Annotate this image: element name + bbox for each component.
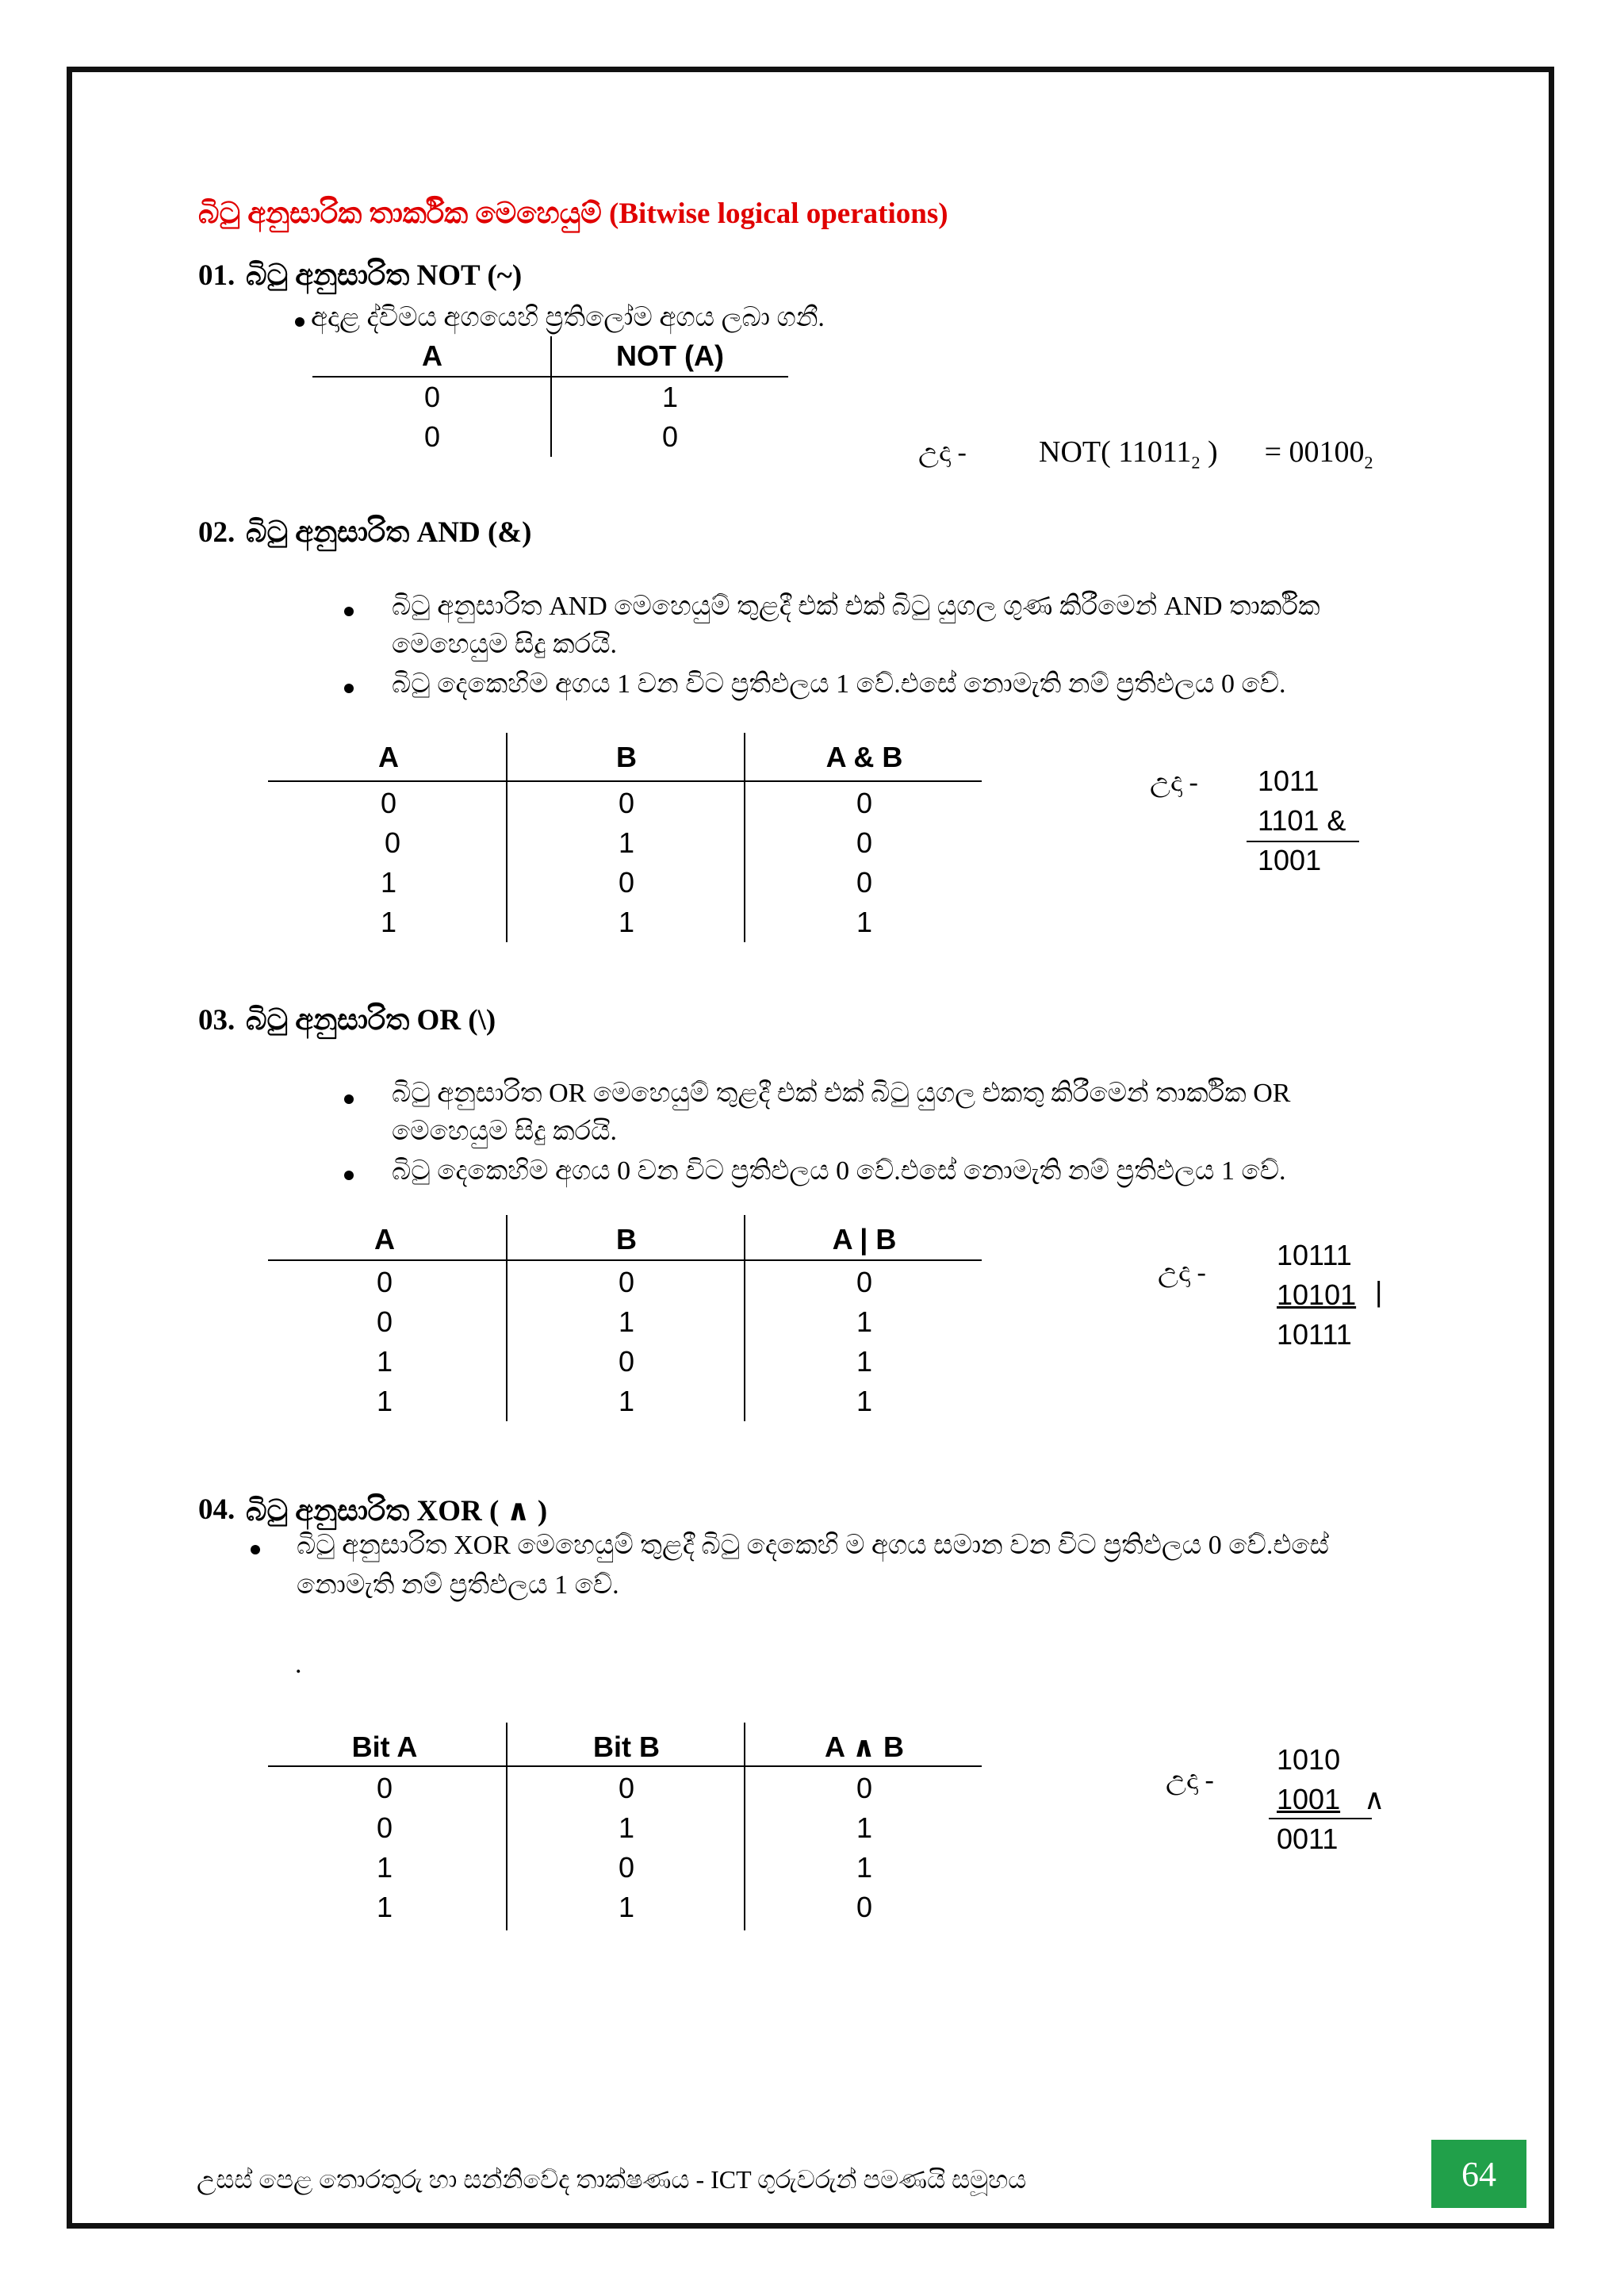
or-table-cell: 0 <box>856 1266 873 1298</box>
or-example-line-2: 10101 <box>1277 1278 1357 1311</box>
section-2-heading: බිටු අනුසාරිත AND (&) <box>246 516 532 549</box>
or-table-header: A | B <box>832 1223 897 1255</box>
xor-table-cell: 1 <box>618 1811 635 1844</box>
xor-example-line-1: 1010 <box>1277 1743 1341 1776</box>
section-1-bullet-1: අදාළ ද්විමය අගයෙහි ප්‍රතිලෝම අගය ලබා ගනී. <box>311 303 825 332</box>
xor-table-cell: 0 <box>856 1772 873 1804</box>
xor-example-operator: ∧ <box>1364 1783 1385 1815</box>
bullet-icon <box>344 1171 354 1180</box>
or-table-cell: 1 <box>618 1385 635 1417</box>
or-example-operator: | <box>1375 1275 1383 1308</box>
stray-dot: . <box>295 1650 302 1679</box>
section-3-bullet-1: බිටු අනුසාරිත OR මෙහෙයුම් තුළදී එක් එක් බිටු යුගල එකතු කිරීමෙන් තාර්කික OR <box>392 1079 1291 1108</box>
example-label: උදා - <box>1158 1258 1206 1287</box>
and-table-cell: 1 <box>380 906 397 938</box>
and-table-cell: 1 <box>856 906 873 938</box>
not-table-divider <box>550 336 552 457</box>
and-table-cell: 0 <box>856 826 873 859</box>
or-table-header: A <box>374 1223 395 1255</box>
section-2-bullet-2: බිටු දෙකෙහිම අගය 1 වන විට ප්‍රතිඵලය 1 වේ.එසේ නොමැති නම් ප්‍රතිඵලය 0 වේ. <box>392 669 1286 699</box>
or-table-cell: 0 <box>376 1266 393 1298</box>
or-table-cell: 0 <box>618 1266 635 1298</box>
example-label: උදා - <box>1150 768 1198 797</box>
and-table-header: B <box>616 741 637 773</box>
section-3-bullet-2: බිටු දෙකෙහිම අගය 0 වන විට ප්‍රතිඵලය 0 වේ.එසේ නොමැති නම් ප්‍රතිඵලය 1 වේ. <box>392 1156 1286 1186</box>
not-table-header-nota: NOT (A) <box>616 339 724 372</box>
and-table-cell: 0 <box>618 787 635 819</box>
and-table-cell: 0 <box>856 866 873 899</box>
xor-table-cell: 1 <box>376 1851 393 1884</box>
section-1-heading: බිටු අනුසාරිත NOT (~) <box>246 259 523 292</box>
section-2-number: 02. <box>198 516 236 549</box>
bullet-icon <box>295 317 304 327</box>
and-example-rule <box>1247 841 1359 842</box>
xor-table-cell: 0 <box>618 1851 635 1884</box>
and-table-cell: 0 <box>856 787 873 819</box>
not-table-cell: 1 <box>661 381 679 413</box>
or-table-cell: 0 <box>376 1305 393 1338</box>
xor-table-cell: 1 <box>376 1891 393 1923</box>
not-table-cell: 0 <box>661 420 679 453</box>
section-3-heading: බිටු අනුසාරිත OR (\) <box>246 1004 496 1037</box>
xor-example-result: 0011 <box>1277 1823 1339 1855</box>
and-table-cell: 0 <box>380 787 397 819</box>
and-table-header: A <box>378 741 399 773</box>
section-4-bullet-1: බිටු අනුසාරිත XOR මෙහෙයුම් තුළදී බිටු දෙකෙහි ම අගය සමාන වන විට ප්‍රතිඵලය 0 වේ.එසේ <box>297 1531 1329 1560</box>
and-table-cell: 0 <box>618 866 635 899</box>
xor-table-cell: 1 <box>856 1811 873 1844</box>
or-table-cell: 1 <box>376 1385 393 1417</box>
xor-table-header: Bit B <box>593 1731 660 1763</box>
xor-example-line-2: 1001 <box>1277 1783 1341 1815</box>
page-title: බිටු අනුසාරික තාර්කික මෙහෙයුම් (Bitwise logical operations) <box>198 197 948 230</box>
bullet-icon <box>251 1545 260 1554</box>
xor-table-cell: 0 <box>856 1891 873 1923</box>
and-example-result: 1001 <box>1258 844 1322 876</box>
xor-table-cell: 0 <box>376 1772 393 1804</box>
or-table-cell: 1 <box>856 1305 873 1338</box>
xor-table-cell: 1 <box>618 1891 635 1923</box>
section-1-number: 01. <box>198 259 236 292</box>
bullet-icon <box>344 684 354 693</box>
and-example-line-1: 1011 <box>1258 765 1320 797</box>
or-table-cell: 1 <box>618 1305 635 1338</box>
section-2-bullet-1: බිටු අනුසාරිත AND මෙහෙයුම් තුළදී එක් එක් බිටු යුගල ගුණ කිරීමෙන් AND තාර්කික <box>392 592 1320 621</box>
or-table-rule <box>268 1259 982 1261</box>
bullet-icon <box>344 607 354 616</box>
page-number: 64 <box>1431 2140 1526 2208</box>
and-table-cell: 1 <box>618 826 635 859</box>
section-4-heading: බිටු අනුසාරිත XOR ( ∧ ) <box>246 1495 548 1527</box>
xor-table-cell: 1 <box>856 1851 873 1884</box>
or-table-cell: 0 <box>618 1345 635 1378</box>
not-table-cell: 0 <box>423 420 441 453</box>
page-footer: උසස් පෙළ තොරතුරු හා සන්නිවේද තාක්ෂණය - ICT ගුරුවරුන් පමණයි සමූහය <box>197 2165 1027 2194</box>
section-2-bullet-1-cont: මෙහෙයුම සිදු කරයි. <box>392 630 618 659</box>
or-table-cell: 1 <box>376 1345 393 1378</box>
example-label: උදා - <box>918 438 967 467</box>
example-label: උදා - <box>1166 1765 1214 1795</box>
or-example-line-1: 10111 <box>1277 1239 1352 1271</box>
xor-table-rule <box>268 1765 982 1767</box>
not-table-header-a: A <box>422 339 442 372</box>
or-table-header: B <box>616 1223 637 1255</box>
not-example: NOT( $11011_2$ ) = $00100_2$ <box>1039 435 1373 473</box>
bullet-icon <box>344 1094 354 1104</box>
section-3-bullet-1-cont: මෙහෙයුම සිදු කරයි. <box>392 1117 618 1146</box>
xor-table-header: A ∧ B <box>825 1731 904 1763</box>
and-table-header: A & B <box>825 741 903 773</box>
xor-table-cell: 0 <box>376 1811 393 1844</box>
or-table-cell: 1 <box>856 1385 873 1417</box>
and-table-cell: 0 <box>384 826 401 859</box>
and-table-cell: 1 <box>618 906 635 938</box>
section-4-number: 04. <box>198 1493 236 1526</box>
and-table-rule <box>268 780 982 782</box>
and-example-line-2: 1101 & <box>1258 804 1346 837</box>
not-table-cell: 0 <box>423 381 441 413</box>
section-4-bullet-1-cont: නොමැති නම් ප්‍රතිඵලය 1 වේ. <box>297 1570 619 1600</box>
or-table-cell: 1 <box>856 1345 873 1378</box>
and-table-cell: 1 <box>380 866 397 899</box>
xor-example-rule <box>1269 1818 1372 1819</box>
or-example-result: 10111 <box>1277 1318 1352 1351</box>
xor-table-cell: 0 <box>618 1772 635 1804</box>
section-3-number: 03. <box>198 1004 236 1037</box>
xor-table-header: Bit A <box>351 1731 418 1763</box>
